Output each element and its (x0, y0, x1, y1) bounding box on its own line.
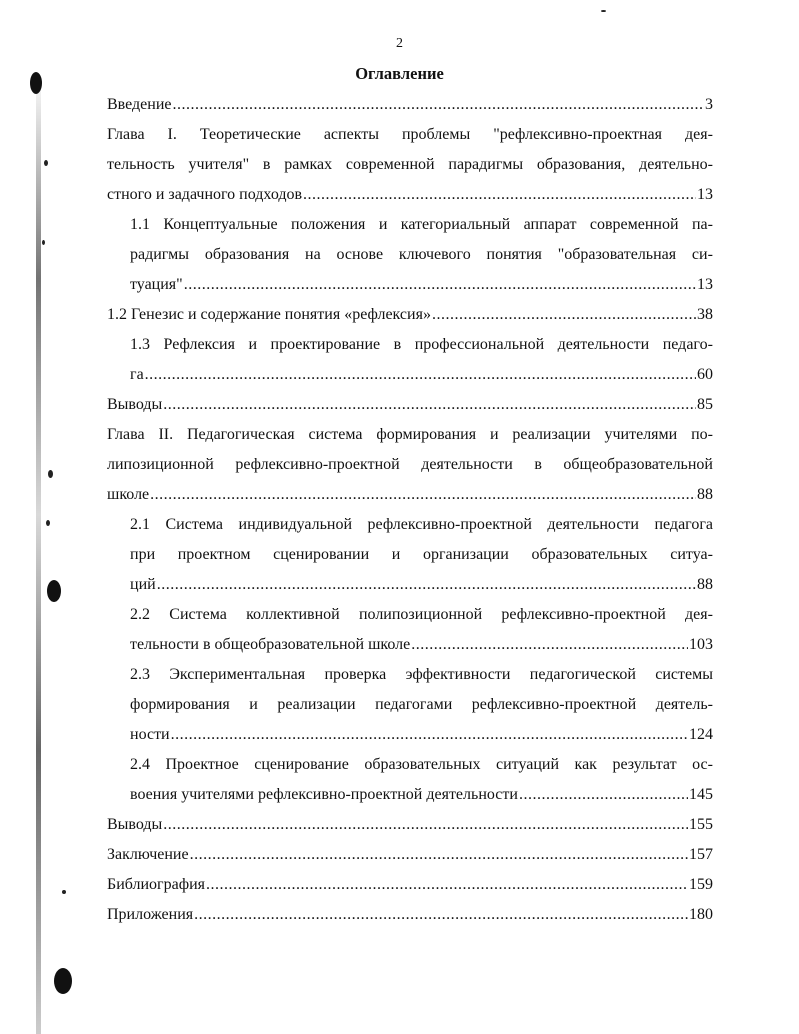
toc-entry-title: Выводы (107, 816, 163, 833)
dot-leader (432, 305, 696, 325)
toc-entry[interactable] (107, 845, 713, 865)
toc-entry-line: липозиционной рефлексивно-проектной деятельности в общеобразовательной (107, 456, 713, 473)
toc-page-number: 157 (689, 846, 713, 863)
toc-entry[interactable] (107, 905, 713, 925)
page-number: 2 (396, 36, 403, 51)
toc-page-number: 124 (689, 726, 713, 743)
toc-entry-title: Библиография (107, 876, 205, 893)
scan-speck (48, 470, 53, 478)
toc-page-number: 13 (697, 186, 713, 203)
dot-leader (163, 395, 696, 415)
toc-entry-title: Выводы (107, 396, 163, 413)
toc-entry[interactable] (130, 785, 713, 805)
scan-blot (47, 580, 61, 602)
toc-entry-title: школе (107, 486, 150, 503)
toc-entry-line: 1.1 Концептуальные положения и категориальный аппарат современной па- (130, 216, 713, 233)
toc-entry-line: 1.3 Рефлексия и проектирование в профессиональной деятельности педаго- (130, 336, 713, 353)
toc-page-number: 60 (697, 366, 713, 383)
toc-entry-title: Приложения (107, 906, 194, 923)
toc-entry-line: формирования и реализации педагогами рефлексивно-проектной деятель- (130, 696, 713, 713)
toc-entry-title: Введение (107, 96, 172, 113)
dot-leader (184, 275, 696, 295)
toc-title: Оглавление (355, 64, 444, 83)
toc-entry-line: 2.4 Проектное сценирование образовательных ситуаций как результат ос- (130, 756, 713, 773)
toc-page-number: 38 (697, 306, 713, 323)
toc-entry-line: при проектном сценировании и организации образовательных ситуа- (130, 546, 713, 563)
toc-entry[interactable] (107, 185, 713, 205)
toc-entry-title: Заключение (107, 846, 189, 863)
toc-entry[interactable] (107, 395, 713, 415)
toc-page-number: 85 (697, 396, 713, 413)
toc-entry-line: 2.2 Система коллективной полипозиционной рефлексивно-проектной дея- (130, 606, 713, 623)
toc-entry-title: ций (130, 576, 156, 593)
toc-entry-title: га (130, 366, 144, 383)
toc-entry-title: воения учителями рефлексивно-проектной деятельности (130, 786, 518, 803)
toc-entry[interactable] (107, 815, 713, 835)
dot-leader (411, 635, 688, 655)
toc-entry-title: туация" (130, 276, 183, 293)
toc-page-number: 13 (697, 276, 713, 293)
toc-entry-title: стного и задачного подходов (107, 186, 303, 203)
dot-leader (190, 845, 688, 865)
toc-entry[interactable] (107, 485, 713, 505)
toc-entry[interactable] (130, 275, 713, 295)
toc-page-number: 180 (689, 906, 713, 923)
dot-leader (303, 185, 696, 205)
toc-entry[interactable] (130, 365, 713, 385)
toc-entry[interactable] (107, 305, 713, 325)
scan-speck (601, 10, 606, 12)
scan-speck (62, 890, 66, 894)
toc-page-number: 145 (689, 786, 713, 803)
toc-entry-line: Глава II. Педагогическая система формирования и реализации учителями по- (107, 426, 713, 443)
toc-page-number: 88 (697, 486, 713, 503)
toc-page-number: 155 (689, 816, 713, 833)
toc-entry-title: 1.2 Генезис и содержание понятия «рефлексия» (107, 306, 431, 323)
scan-blot (54, 968, 72, 994)
toc-entry-line: радигмы образования на основе ключевого понятия "образовательная си- (130, 246, 713, 263)
toc-entry-line: 2.3 Экспериментальная проверка эффективности педагогической системы (130, 666, 713, 683)
dot-leader (519, 785, 688, 805)
dot-leader (171, 725, 688, 745)
toc-page-number: 103 (689, 636, 713, 653)
toc-entry-title: ности (130, 726, 170, 743)
dot-leader (194, 905, 688, 925)
toc-entry[interactable] (130, 575, 713, 595)
toc-entry[interactable] (130, 725, 713, 745)
dot-leader (173, 95, 705, 115)
toc-entry-line: 2.1 Система индивидуальной рефлексивно-проектной деятельности педагога (130, 516, 713, 533)
dot-leader (157, 575, 696, 595)
toc-entry[interactable] (107, 95, 713, 115)
toc-page-number: 3 (705, 96, 713, 113)
scan-edge-shadow (36, 90, 41, 1034)
toc-entry-line: Глава I. Теоретические аспекты проблемы "рефлексивно-проектная дея- (107, 126, 713, 143)
toc-entry-line: тельность учителя" в рамках современной парадигмы образования, деятельно- (107, 156, 713, 173)
toc-entry[interactable] (130, 635, 713, 655)
toc-entry-title: тельности в общеобразовательной школе (130, 636, 411, 653)
toc-entry[interactable] (107, 875, 713, 895)
dot-leader (145, 365, 696, 385)
dot-leader (150, 485, 696, 505)
scan-speck (44, 160, 48, 166)
scan-speck (42, 240, 45, 245)
toc-page-number: 159 (689, 876, 713, 893)
toc-page-number: 88 (697, 576, 713, 593)
dot-leader (163, 815, 688, 835)
scan-speck (46, 520, 50, 526)
dot-leader (206, 875, 688, 895)
